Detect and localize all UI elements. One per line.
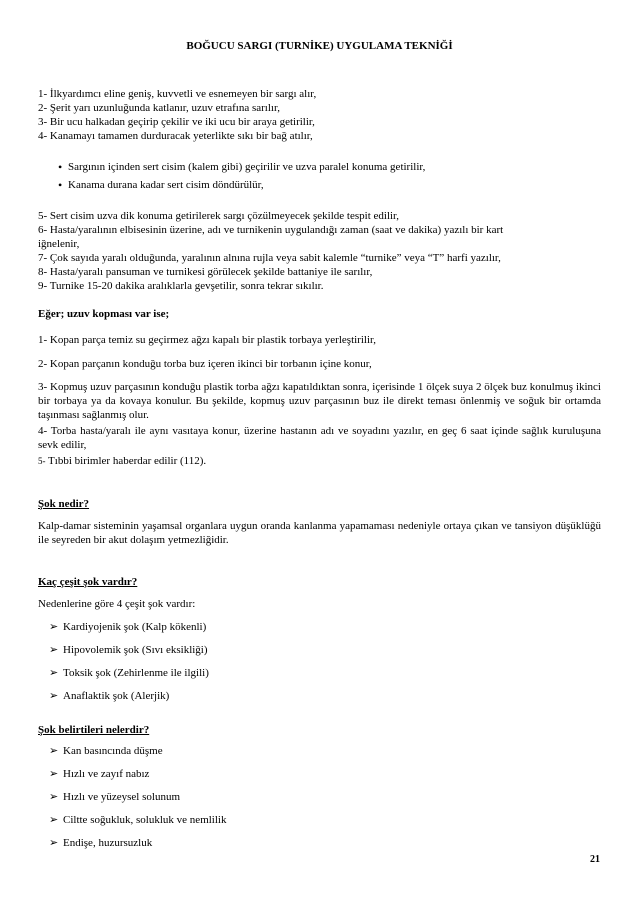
- list-item: [38, 666, 601, 689]
- bullet-item: [38, 160, 601, 178]
- steps-list-b: [38, 209, 601, 293]
- amputation-step-1: 1- Kopan parça temiz su geçirmez ağzı kapalı bir plastik torbaya yerleştirilir,: [38, 334, 376, 346]
- arrow-bullet-icon: ➢: [49, 644, 59, 656]
- list-item-text: Kardiyojenik şok (Kalp kökenli): [63, 621, 207, 633]
- types-intro: Nedenlerine göre 4 çeşit şok vardır:: [38, 598, 196, 610]
- arrow-bullet-icon: ➢: [49, 791, 59, 803]
- arrow-bullet-icon: ➢: [49, 814, 59, 826]
- list-item-text: Toksik şok (Zehirlenme ile ilgili): [63, 667, 209, 679]
- shock-types-list: [38, 620, 601, 712]
- list-item-text: Hızlı ve yüzeysel solunum: [63, 791, 181, 803]
- arrow-bullet-icon: ➢: [49, 621, 59, 633]
- amputation-step-2: 2- Kopan parçanın konduğu torba buz içeren ikinci bir torbanın içine konur,: [38, 358, 372, 370]
- step-item: 9- Turnike 15-20 dakika aralıklarla gevşetilir, sonra tekrar sıkılır.: [38, 280, 324, 292]
- list-item: [38, 689, 601, 712]
- list-item: [38, 744, 601, 767]
- symptoms-list: [38, 744, 601, 859]
- step-item: 2- Şerit yarı uzunluğunda katlanır, uzuv etrafına sarılır,: [38, 102, 280, 114]
- list-item-text: Hipovolemik şok (Sıvı eksikliği): [63, 644, 208, 656]
- steps-list-a: [38, 87, 601, 143]
- list-item-text: Ciltte soğukluk, solukluk ve nemlilik: [63, 814, 227, 826]
- list-item: [38, 836, 601, 859]
- bullet-item: [38, 178, 601, 196]
- types-heading: Kaç çeşit şok vardır?: [38, 576, 138, 588]
- amputation-step-4: 4- Torba hasta/yaralı ile aynı vasıtaya konur, üzerine hastanın adı ve soyadını yazılır, en geç 6 saat içinde sağlık kuruluşuna sevk edilir,: [38, 425, 601, 451]
- list-item: [38, 767, 601, 790]
- bullet-text: Kanama durana kadar sert cisim döndürülür,: [68, 179, 264, 191]
- bullet-list: [38, 160, 601, 196]
- step-item: 6- Hasta/yaralının elbisesinin üzerine, adı ve turnikenin uygulandığı zaman (saat ve dakika) yazılı bir kart: [38, 224, 504, 236]
- amputation-step-3: 3- Kopmuş uzuv parçasının konduğu plastik torba ağzı kapatıldıktan sonra, içerisinde 1 ölçek suya 2 ölçek buz konulmuş ikinci bir torbaya ya da kovaya konulur. Bu şekilde, kopmuş uzuv parçasının buz ile direkt teması önlenmiş ve soğuk bir ortamda taşınması sağlanmış olur.: [38, 381, 601, 421]
- arrow-bullet-icon: ➢: [49, 690, 59, 702]
- page-number: 21: [590, 854, 600, 865]
- list-item-text: Endişe, huzursuzluk: [63, 837, 153, 849]
- arrow-bullet-icon: ➢: [49, 667, 59, 679]
- step-item: 5- Sert cisim uzva dik konuma getirilerek sargı çözülmeyecek şekilde tespit edilir,: [38, 210, 400, 222]
- list-item: [38, 620, 601, 643]
- arrow-bullet-icon: ➢: [49, 745, 59, 757]
- arrow-bullet-icon: ➢: [49, 837, 59, 849]
- symptoms-heading: Şok belirtileri nelerdir?: [38, 724, 150, 736]
- list-item: [38, 643, 601, 666]
- list-item-text: Hızlı ve zayıf nabız: [63, 768, 150, 780]
- step-item: iğnelenir,: [38, 238, 80, 250]
- step-item: 3- Bir ucu halkadan geçirip çekilir ve iki ucu bir araya getirilir,: [38, 116, 315, 128]
- shock-heading: Şok nedir?: [38, 498, 90, 510]
- bullet-dot-icon: •: [58, 160, 63, 174]
- bullet-text: Sargının içinden sert cisim (kalem gibi) geçirilir ve uzva paralel konuma getirilir,: [68, 161, 426, 173]
- step-item: 8- Hasta/yaralı pansuman ve turnikesi görülecek şekilde battaniye ile sarılır,: [38, 266, 373, 278]
- step-item: 1- İlkyardımcı eline geniş, kuvvetli ve esnemeyen bir sargı alır,: [38, 88, 317, 100]
- step-item: 4- Kanamayı tamamen durduracak yeterlikte sıkı bir bağ atılır,: [38, 130, 313, 142]
- step-item: 7- Çok sayıda yaralı olduğunda, yaralının alnına rujla veya sabit kalemle “turnike” veya “T” harfi yazılır,: [38, 252, 501, 264]
- list-item: [38, 813, 601, 836]
- list-item: [38, 790, 601, 813]
- page-title: BOĞUCU SARGI (TURNİKE) UYGULAMA TEKNİĞİ: [186, 40, 453, 52]
- step-text: Tıbbi birimler haberdar edilir (112).: [45, 455, 207, 467]
- list-item-text: Anaflaktik şok (Alerjik): [63, 690, 170, 702]
- arrow-bullet-icon: ➢: [49, 768, 59, 780]
- list-item-text: Kan basıncında düşme: [63, 745, 163, 757]
- shock-definition: Kalp-damar sisteminin yaşamsal organlara uygun oranda kanlanma yapamaması nedeniyle ortaya çıkan ve tansiyon düşüklüğü ile seyreden bir akut dolaşım yetmezliğidir.: [38, 520, 601, 546]
- step-number: 5-: [38, 456, 46, 466]
- amputation-step-5: [38, 454, 601, 468]
- bullet-dot-icon: •: [58, 178, 63, 192]
- amputation-heading: Eğer; uzuv kopması var ise;: [38, 308, 170, 320]
